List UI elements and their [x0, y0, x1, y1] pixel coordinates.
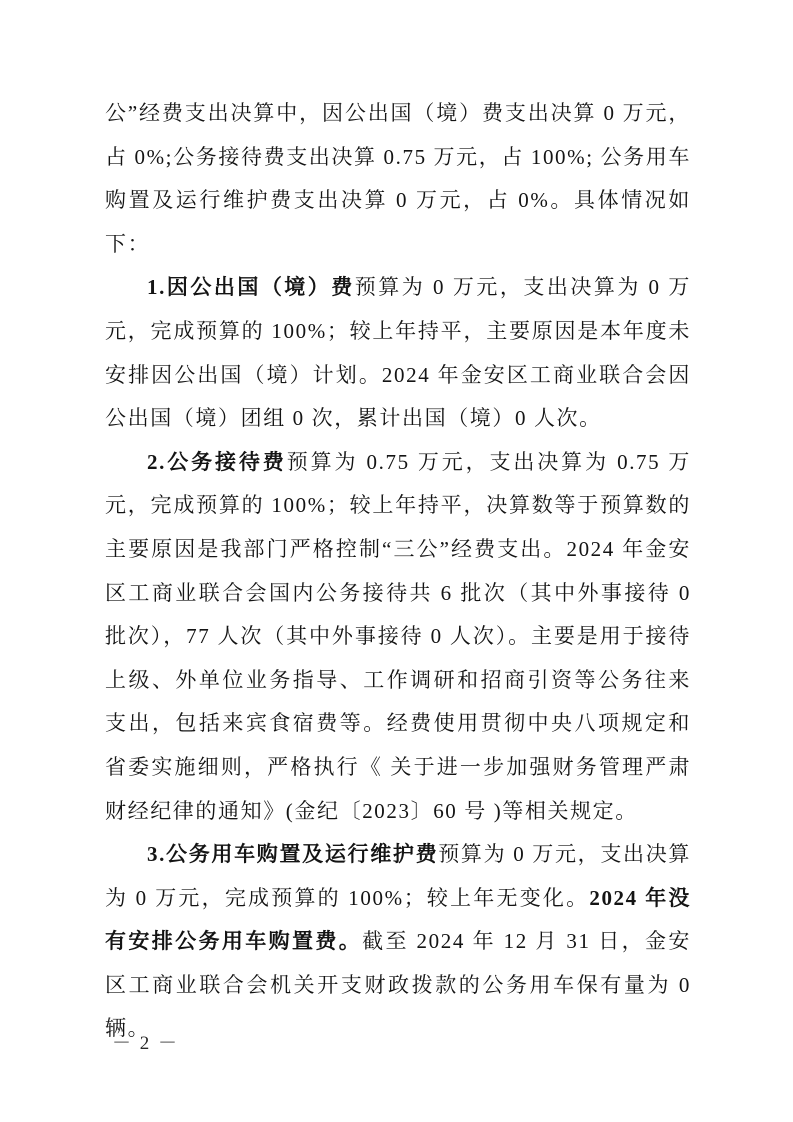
text-segment: 预算为 0 万元，支出决算为 0 万元，完成预算的 100%；较上年无变化。: [105, 842, 691, 910]
text-segment: 预算为 0.75 万元，支出决算为 0.75 万元，完成预算的 100%；较上年持平，决算数等于预算数的主要原因是我部门严格控制“三公”经费支出。2024 年金安区工商业联合会国内公务接待共 6 批次（其中外事接待 0 批次），77 人次（其中外事接待 0 人次）。主要是用于接待上级、外单位业务指导、工作调研和招商引资等公务往来支出，包括来宾食宿费等。经费使用贯彻中央八项规定和省委实施细则，严格执行《 关于进一步加强财务管理严肃财经纪律的通知》(金纪〔2023〕60 号 )等相关规定。: [105, 449, 692, 823]
paragraph-item-2: [105, 441, 691, 833]
paragraph-continuation: [105, 92, 691, 266]
document-body: [105, 92, 691, 1051]
bold-text-segment: 3.公务用车购置及运行维护费: [147, 842, 439, 867]
text-segment: 预算为 0 万元，支出决算为 0 万元，完成预算的 100%；较上年持平，主要原因是本年度未安排因公出国（境）计划。2024 年金安区工商业联合会因公出国（境）团组 0 次，累计出国（境）0 人次。: [105, 275, 691, 431]
bold-text-segment: 2024 年没有安排公务用车购置费。: [105, 885, 692, 954]
bold-text-segment: 2.公务接待费: [147, 449, 287, 474]
paragraph-item-3: [105, 833, 691, 1051]
text-segment: 公”经费支出决算中，因公出国（境）费支出决算 0 万元，占 0%;公务接待费支出决算 0.75 万元，占 100%; 公务用车购置及运行维护费支出决算 0 万元，占 0%。具体情况如下：: [105, 101, 691, 256]
paragraph-item-1: [105, 266, 691, 440]
page-number: － 2 －: [112, 1033, 180, 1054]
bold-text-segment: 1.因公出国（境）费: [147, 275, 355, 300]
text-segment: 截至 2024 年 12 月 31 日，金安区工商业联合会机关开支财政拨款的公务用车保有量为 0 辆。: [105, 929, 691, 1041]
